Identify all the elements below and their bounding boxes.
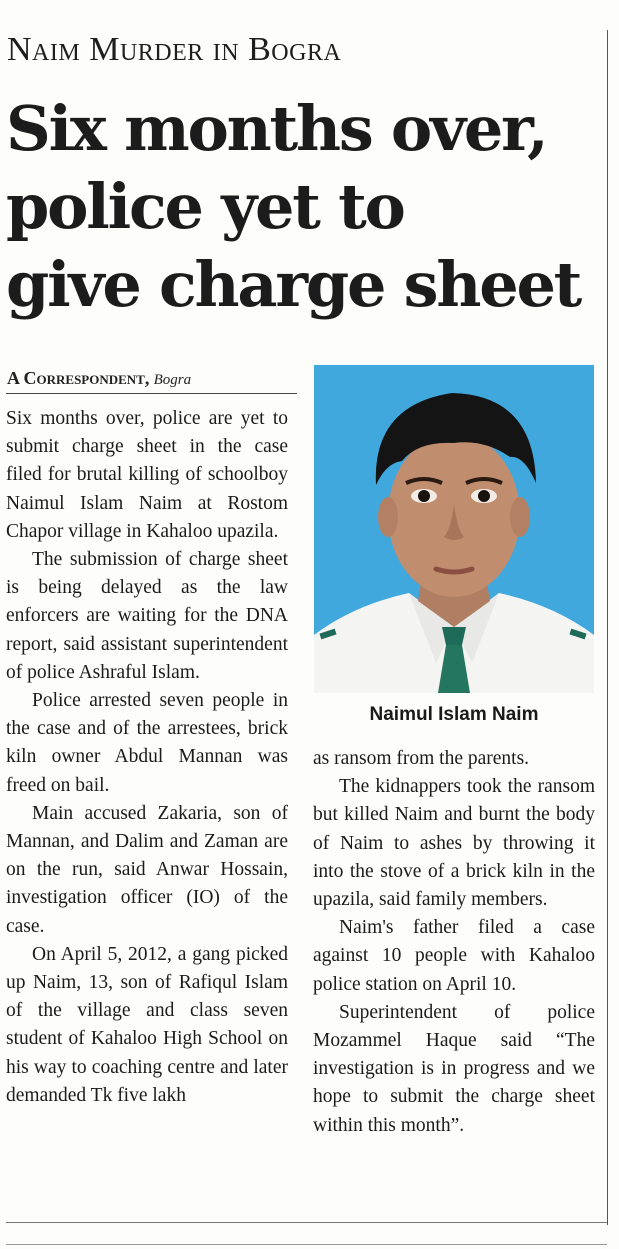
- kicker: Naim Murder in Bogra: [7, 31, 342, 68]
- byline-author: A Correspondent,: [7, 368, 150, 388]
- paragraph: The submission of charge sheet is being delayed as the law enforcers are waiting for the DNA report, said assistant superintendent of police Ashraful Islam.: [6, 549, 288, 683]
- byline: [7, 368, 191, 389]
- paragraph: On April 5, 2012, a gang picked up Naim, 13, son of Rafiqul Islam of the village and class seven student of Kahaloo High School on his way to coaching centre and later demanded Tk five lakh: [6, 943, 288, 1106]
- portrait-photo: [314, 365, 594, 693]
- headline-line-1: Six months over,: [6, 92, 547, 165]
- article-column-1: [6, 405, 288, 1110]
- bottom-rule-secondary: [6, 1244, 607, 1245]
- paragraph: Police arrested seven people in the case and of the arrestees, brick kiln owner Abdul Mannan was freed on bail.: [6, 690, 288, 796]
- column-divider: [607, 30, 608, 1225]
- byline-location: Bogra: [153, 372, 192, 388]
- paragraph: Main accused Zakaria, son of Mannan, and Dalim and Zaman are on the run, said Anwar Hossain, investigation officer (IO) of the case.: [6, 802, 288, 937]
- paragraph: Naim's father filed a case against 10 people with Kahaloo police station on April 10.: [313, 917, 595, 995]
- headline-line-2: police yet to: [6, 170, 404, 243]
- headline-line-3: give charge sheet: [6, 248, 581, 321]
- paragraph: Six months over, police are yet to submit charge sheet in the case filed for brutal killing of schoolboy Naimul Islam Naim at Rostom Chapor village in Kahaloo upazila.: [6, 408, 288, 542]
- paragraph: Superintendent of police Mozammel Haque said “The investigation is in progress and we hope to submit the charge sheet within this month”.: [313, 1001, 595, 1136]
- paragraph: as ransom from the parents.: [313, 748, 530, 769]
- portrait-photo-illustration: [314, 365, 594, 693]
- bottom-rule: [6, 1222, 607, 1223]
- article-column-2: [313, 745, 595, 1140]
- byline-rule: [6, 393, 297, 394]
- headline: [6, 90, 606, 324]
- photo-caption: Naimul Islam Naim: [369, 704, 539, 725]
- paragraph: The kidnappers took the ransom but killed Naim and burnt the body of Naim to ashes by throwing it into the stove of a brick kiln in the upazila, said family members.: [313, 776, 595, 911]
